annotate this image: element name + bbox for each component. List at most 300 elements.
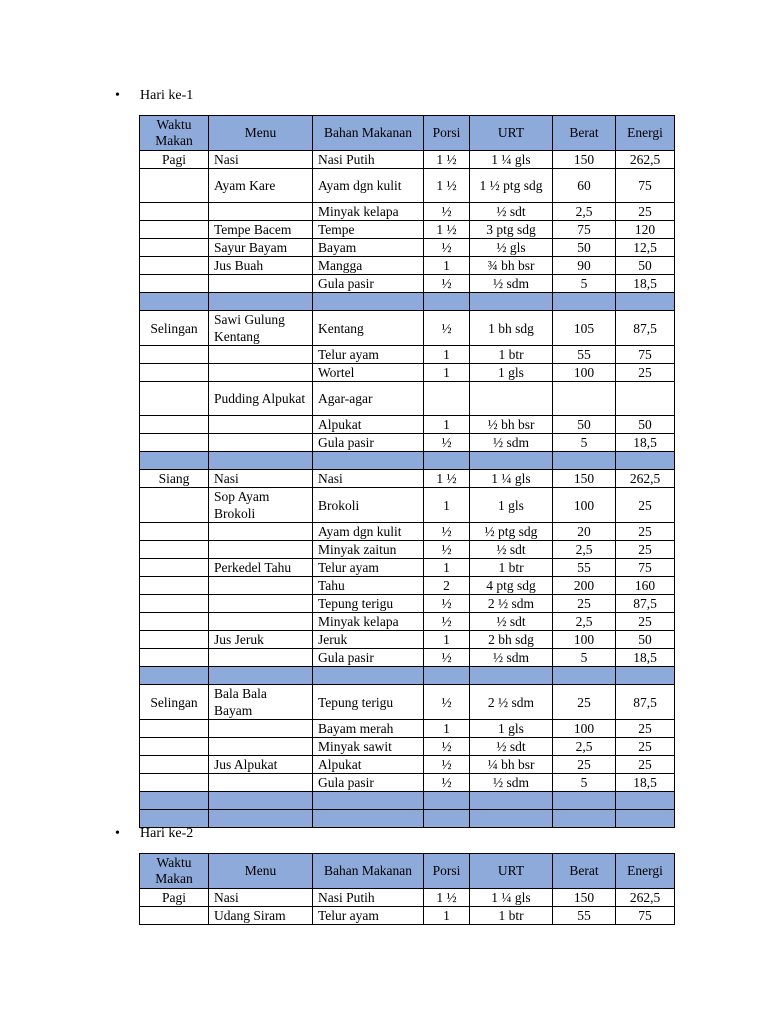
separator-cell	[313, 810, 424, 828]
table-row	[140, 434, 675, 452]
porsi-cell: ½	[424, 595, 470, 613]
urt-cell: 1 ¼ gls	[470, 151, 553, 169]
berat-cell: 2,5	[553, 541, 616, 559]
separator-cell	[313, 667, 424, 685]
menu-cell: Sawi Gulung Kentang	[209, 311, 313, 346]
table-row	[140, 559, 675, 577]
separator-cell	[553, 667, 616, 685]
separator-row	[140, 293, 675, 311]
bahan-makanan-cell: Jeruk	[313, 631, 424, 649]
bahan-makanan-cell: Bayam merah	[313, 720, 424, 738]
waktu-makan-cell	[140, 541, 209, 559]
berat-cell: 75	[553, 221, 616, 239]
urt-cell: ½ sdm	[470, 774, 553, 792]
separator-row	[140, 667, 675, 685]
separator-cell	[470, 792, 553, 810]
porsi-cell: ½	[424, 774, 470, 792]
menu-cell	[209, 595, 313, 613]
table-row	[140, 613, 675, 631]
energi-cell: 262,5	[616, 889, 675, 907]
separator-cell	[313, 792, 424, 810]
bahan-makanan-cell: Minyak zaitun	[313, 541, 424, 559]
menu-cell: Jus Buah	[209, 257, 313, 275]
urt-cell: 1 gls	[470, 720, 553, 738]
waktu-makan-cell	[140, 720, 209, 738]
bahan-makanan-cell: Brokoli	[313, 488, 424, 523]
energi-cell: 87,5	[616, 685, 675, 720]
urt-cell: ½ sdm	[470, 275, 553, 293]
separator-cell	[553, 810, 616, 828]
table-row	[140, 221, 675, 239]
table-row	[140, 577, 675, 595]
waktu-makan-cell	[140, 523, 209, 541]
separator-cell	[616, 452, 675, 470]
berat-cell: 55	[553, 559, 616, 577]
bahan-makanan-cell: Alpukat	[313, 756, 424, 774]
waktu-makan-cell	[140, 488, 209, 523]
energi-cell: 75	[616, 169, 675, 203]
table-row	[140, 595, 675, 613]
bahan-makanan-cell: Agar-agar	[313, 382, 424, 416]
porsi-cell: ½	[424, 203, 470, 221]
porsi-cell: 1	[424, 364, 470, 382]
table-header-row	[140, 854, 675, 889]
bahan-makanan-cell: Ayam dgn kulit	[313, 169, 424, 203]
urt-cell: ¾ bh bsr	[470, 257, 553, 275]
column-header-bahan-makanan: Bahan Makanan	[313, 116, 424, 151]
urt-cell: ¼ bh bsr	[470, 756, 553, 774]
column-header-energi: Energi	[616, 854, 675, 889]
table-row	[140, 523, 675, 541]
menu-cell: Perkedel Tahu	[209, 559, 313, 577]
separator-row	[140, 810, 675, 828]
bahan-makanan-cell: Ayam dgn kulit	[313, 523, 424, 541]
menu-cell: Jus Alpukat	[209, 756, 313, 774]
table-row	[140, 488, 675, 523]
energi-cell: 75	[616, 346, 675, 364]
berat-cell: 25	[553, 756, 616, 774]
porsi-cell: 1	[424, 559, 470, 577]
column-header-energi: Energi	[616, 116, 675, 151]
waktu-makan-cell	[140, 382, 209, 416]
waktu-makan-cell	[140, 239, 209, 257]
porsi-cell: ½	[424, 649, 470, 667]
menu-cell	[209, 577, 313, 595]
menu-cell: Nasi	[209, 889, 313, 907]
urt-cell: ½ gls	[470, 239, 553, 257]
column-header-waktu-makan: Waktu Makan	[140, 854, 209, 889]
separator-cell	[470, 293, 553, 311]
energi-cell: 25	[616, 738, 675, 756]
energi-cell: 75	[616, 907, 675, 925]
column-header-menu: Menu	[209, 854, 313, 889]
separator-cell	[209, 293, 313, 311]
porsi-cell: ½	[424, 613, 470, 631]
table-row	[140, 889, 675, 907]
day-2-title: Hari ke-2	[140, 826, 194, 841]
porsi-cell: 1	[424, 416, 470, 434]
waktu-makan-cell	[140, 346, 209, 364]
energi-cell: 262,5	[616, 470, 675, 488]
porsi-cell: 1 ½	[424, 151, 470, 169]
berat-cell: 5	[553, 434, 616, 452]
waktu-makan-cell: Pagi	[140, 151, 209, 169]
energi-cell: 50	[616, 416, 675, 434]
waktu-makan-cell	[140, 559, 209, 577]
porsi-cell: ½	[424, 685, 470, 720]
day-2-table-body	[140, 889, 675, 925]
berat-cell: 150	[553, 889, 616, 907]
energi-cell: 25	[616, 613, 675, 631]
separator-cell	[140, 293, 209, 311]
bahan-makanan-cell: Alpukat	[313, 416, 424, 434]
table-row	[140, 470, 675, 488]
berat-cell: 100	[553, 631, 616, 649]
separator-cell	[209, 792, 313, 810]
column-header-bahan-makanan: Bahan Makanan	[313, 854, 424, 889]
waktu-makan-cell	[140, 631, 209, 649]
separator-cell	[209, 452, 313, 470]
table-row	[140, 382, 675, 416]
separator-cell	[424, 667, 470, 685]
porsi-cell: 1	[424, 907, 470, 925]
column-header-urt: URT	[470, 116, 553, 151]
menu-cell	[209, 203, 313, 221]
bahan-makanan-cell: Telur ayam	[313, 346, 424, 364]
energi-cell: 120	[616, 221, 675, 239]
bahan-makanan-cell: Mangga	[313, 257, 424, 275]
table-row	[140, 346, 675, 364]
waktu-makan-cell	[140, 221, 209, 239]
porsi-cell: ½	[424, 756, 470, 774]
porsi-cell: ½	[424, 738, 470, 756]
menu-cell	[209, 720, 313, 738]
waktu-makan-cell: Selingan	[140, 685, 209, 720]
waktu-makan-cell: Siang	[140, 470, 209, 488]
separator-cell	[209, 810, 313, 828]
urt-cell: ½ ptg sdg	[470, 523, 553, 541]
separator-cell	[470, 452, 553, 470]
column-header-menu: Menu	[209, 116, 313, 151]
menu-cell	[209, 649, 313, 667]
energi-cell: 25	[616, 523, 675, 541]
table-header-row	[140, 116, 675, 151]
table-row	[140, 416, 675, 434]
waktu-makan-cell	[140, 756, 209, 774]
energi-cell: 25	[616, 756, 675, 774]
menu-cell	[209, 364, 313, 382]
waktu-makan-cell: Selingan	[140, 311, 209, 346]
waktu-makan-cell	[140, 169, 209, 203]
berat-cell: 150	[553, 470, 616, 488]
table-row	[140, 203, 675, 221]
energi-cell: 50	[616, 257, 675, 275]
bahan-makanan-cell: Gula pasir	[313, 774, 424, 792]
berat-cell: 5	[553, 649, 616, 667]
table-row	[140, 907, 675, 925]
energi-cell: 25	[616, 364, 675, 382]
separator-cell	[424, 810, 470, 828]
urt-cell: 1 btr	[470, 559, 553, 577]
separator-cell	[140, 452, 209, 470]
energi-cell: 25	[616, 720, 675, 738]
bahan-makanan-cell: Tahu	[313, 577, 424, 595]
column-header-berat: Berat	[553, 854, 616, 889]
berat-cell: 50	[553, 416, 616, 434]
menu-cell: Udang Siram	[209, 907, 313, 925]
menu-cell	[209, 434, 313, 452]
berat-cell: 100	[553, 488, 616, 523]
separator-cell	[424, 792, 470, 810]
waktu-makan-cell	[140, 275, 209, 293]
waktu-makan-cell	[140, 364, 209, 382]
separator-cell	[470, 667, 553, 685]
berat-cell: 2,5	[553, 203, 616, 221]
table-row	[140, 720, 675, 738]
berat-cell: 105	[553, 311, 616, 346]
bahan-makanan-cell: Telur ayam	[313, 907, 424, 925]
table-row	[140, 151, 675, 169]
separator-cell	[616, 667, 675, 685]
column-header-berat: Berat	[553, 116, 616, 151]
energi-cell: 12,5	[616, 239, 675, 257]
bullet-icon: •	[115, 826, 120, 841]
berat-cell: 2,5	[553, 613, 616, 631]
porsi-cell: 1	[424, 720, 470, 738]
urt-cell: 1 gls	[470, 488, 553, 523]
energi-cell: 87,5	[616, 311, 675, 346]
separator-row	[140, 452, 675, 470]
waktu-makan-cell	[140, 434, 209, 452]
berat-cell: 2,5	[553, 738, 616, 756]
separator-cell	[616, 293, 675, 311]
menu-cell	[209, 275, 313, 293]
bahan-makanan-cell: Tempe	[313, 221, 424, 239]
urt-cell: 1 ¼ gls	[470, 889, 553, 907]
waktu-makan-cell	[140, 595, 209, 613]
urt-cell: 4 ptg sdg	[470, 577, 553, 595]
menu-cell: Nasi	[209, 151, 313, 169]
energi-cell: 25	[616, 488, 675, 523]
separator-cell	[140, 792, 209, 810]
porsi-cell: 1	[424, 346, 470, 364]
porsi-cell: 1	[424, 631, 470, 649]
porsi-cell: ½	[424, 275, 470, 293]
porsi-cell: 2	[424, 577, 470, 595]
separator-cell	[553, 293, 616, 311]
urt-cell: ½ sdm	[470, 434, 553, 452]
day-1-title: Hari ke-1	[140, 88, 194, 103]
menu-cell: Pudding Alpukat	[209, 382, 313, 416]
table-row	[140, 685, 675, 720]
bahan-makanan-cell: Nasi Putih	[313, 889, 424, 907]
urt-cell: 1 bh sdg	[470, 311, 553, 346]
urt-cell: ½ sdt	[470, 738, 553, 756]
urt-cell: ½ sdt	[470, 613, 553, 631]
table-row	[140, 257, 675, 275]
urt-cell: ½ bh bsr	[470, 416, 553, 434]
energi-cell: 75	[616, 559, 675, 577]
urt-cell: 2 ½ sdm	[470, 685, 553, 720]
table-row	[140, 756, 675, 774]
separator-row	[140, 792, 675, 810]
menu-cell	[209, 738, 313, 756]
energi-cell: 18,5	[616, 774, 675, 792]
porsi-cell: ½	[424, 311, 470, 346]
menu-cell: Tempe Bacem	[209, 221, 313, 239]
day-1-menu-table	[139, 115, 675, 828]
table-row	[140, 649, 675, 667]
urt-cell: 1 ½ ptg sdg	[470, 169, 553, 203]
waktu-makan-cell	[140, 774, 209, 792]
menu-cell	[209, 541, 313, 559]
menu-cell: Sop Ayam Brokoli	[209, 488, 313, 523]
waktu-makan-cell	[140, 738, 209, 756]
table-row	[140, 738, 675, 756]
menu-cell: Jus Jeruk	[209, 631, 313, 649]
separator-cell	[424, 452, 470, 470]
table-row	[140, 239, 675, 257]
porsi-cell: ½	[424, 523, 470, 541]
menu-cell	[209, 613, 313, 631]
porsi-cell: ½	[424, 541, 470, 559]
porsi-cell: 1 ½	[424, 889, 470, 907]
berat-cell: 200	[553, 577, 616, 595]
energi-cell: 87,5	[616, 595, 675, 613]
bullet-icon: •	[115, 88, 120, 103]
energi-cell: 160	[616, 577, 675, 595]
separator-cell	[616, 810, 675, 828]
separator-cell	[209, 667, 313, 685]
urt-cell: ½ sdt	[470, 203, 553, 221]
urt-cell: 1 ¼ gls	[470, 470, 553, 488]
energi-cell: 18,5	[616, 434, 675, 452]
porsi-cell: ½	[424, 434, 470, 452]
porsi-cell: 1 ½	[424, 169, 470, 203]
bahan-makanan-cell: Minyak kelapa	[313, 613, 424, 631]
porsi-cell: 1	[424, 257, 470, 275]
bahan-makanan-cell: Minyak sawit	[313, 738, 424, 756]
day-2-menu-table	[139, 853, 675, 925]
berat-cell: 100	[553, 720, 616, 738]
bahan-makanan-cell: Telur ayam	[313, 559, 424, 577]
table-row	[140, 774, 675, 792]
bahan-makanan-cell: Nasi	[313, 470, 424, 488]
urt-cell	[470, 382, 553, 416]
menu-cell	[209, 523, 313, 541]
energi-cell: 262,5	[616, 151, 675, 169]
day-1-table-body	[140, 151, 675, 828]
day-2-heading	[115, 824, 193, 844]
berat-cell: 25	[553, 595, 616, 613]
table-row	[140, 169, 675, 203]
waktu-makan-cell	[140, 416, 209, 434]
menu-cell	[209, 346, 313, 364]
berat-cell: 100	[553, 364, 616, 382]
porsi-cell: ½	[424, 239, 470, 257]
berat-cell: 150	[553, 151, 616, 169]
berat-cell: 90	[553, 257, 616, 275]
urt-cell: ½ sdt	[470, 541, 553, 559]
berat-cell: 5	[553, 774, 616, 792]
bahan-makanan-cell: Nasi Putih	[313, 151, 424, 169]
porsi-cell: 1 ½	[424, 221, 470, 239]
waktu-makan-cell	[140, 203, 209, 221]
urt-cell: 1 btr	[470, 346, 553, 364]
column-header-porsi: Porsi	[424, 854, 470, 889]
berat-cell	[553, 382, 616, 416]
waktu-makan-cell	[140, 907, 209, 925]
energi-cell: 50	[616, 631, 675, 649]
urt-cell: 2 bh sdg	[470, 631, 553, 649]
menu-cell	[209, 774, 313, 792]
porsi-cell: 1	[424, 488, 470, 523]
urt-cell: 3 ptg sdg	[470, 221, 553, 239]
bahan-makanan-cell: Tepung terigu	[313, 595, 424, 613]
column-header-porsi: Porsi	[424, 116, 470, 151]
bahan-makanan-cell: Minyak kelapa	[313, 203, 424, 221]
waktu-makan-cell	[140, 257, 209, 275]
separator-cell	[470, 810, 553, 828]
energi-cell	[616, 382, 675, 416]
menu-cell	[209, 416, 313, 434]
waktu-makan-cell	[140, 613, 209, 631]
urt-cell: 1 btr	[470, 907, 553, 925]
waktu-makan-cell	[140, 649, 209, 667]
bahan-makanan-cell: Gula pasir	[313, 649, 424, 667]
table-row	[140, 364, 675, 382]
column-header-waktu-makan: Waktu Makan	[140, 116, 209, 151]
berat-cell: 25	[553, 685, 616, 720]
separator-cell	[424, 293, 470, 311]
berat-cell: 55	[553, 907, 616, 925]
bahan-makanan-cell: Gula pasir	[313, 275, 424, 293]
porsi-cell: 1 ½	[424, 470, 470, 488]
table-row	[140, 275, 675, 293]
bahan-makanan-cell: Tepung terigu	[313, 685, 424, 720]
berat-cell: 5	[553, 275, 616, 293]
energi-cell: 25	[616, 541, 675, 559]
energi-cell: 18,5	[616, 275, 675, 293]
energi-cell: 18,5	[616, 649, 675, 667]
bahan-makanan-cell: Kentang	[313, 311, 424, 346]
menu-cell: Bala Bala Bayam	[209, 685, 313, 720]
waktu-makan-cell: Pagi	[140, 889, 209, 907]
menu-cell: Ayam Kare	[209, 169, 313, 203]
berat-cell: 60	[553, 169, 616, 203]
porsi-cell	[424, 382, 470, 416]
bahan-makanan-cell: Gula pasir	[313, 434, 424, 452]
urt-cell: 2 ½ sdm	[470, 595, 553, 613]
bahan-makanan-cell: Wortel	[313, 364, 424, 382]
column-header-urt: URT	[470, 854, 553, 889]
separator-cell	[553, 452, 616, 470]
separator-cell	[553, 792, 616, 810]
bahan-makanan-cell: Bayam	[313, 239, 424, 257]
urt-cell: 1 gls	[470, 364, 553, 382]
berat-cell: 50	[553, 239, 616, 257]
table-row	[140, 631, 675, 649]
separator-cell	[313, 452, 424, 470]
berat-cell: 20	[553, 523, 616, 541]
urt-cell: ½ sdm	[470, 649, 553, 667]
day-1-heading	[115, 86, 193, 106]
separator-cell	[140, 667, 209, 685]
menu-cell: Nasi	[209, 470, 313, 488]
waktu-makan-cell	[140, 577, 209, 595]
berat-cell: 55	[553, 346, 616, 364]
separator-cell	[616, 792, 675, 810]
